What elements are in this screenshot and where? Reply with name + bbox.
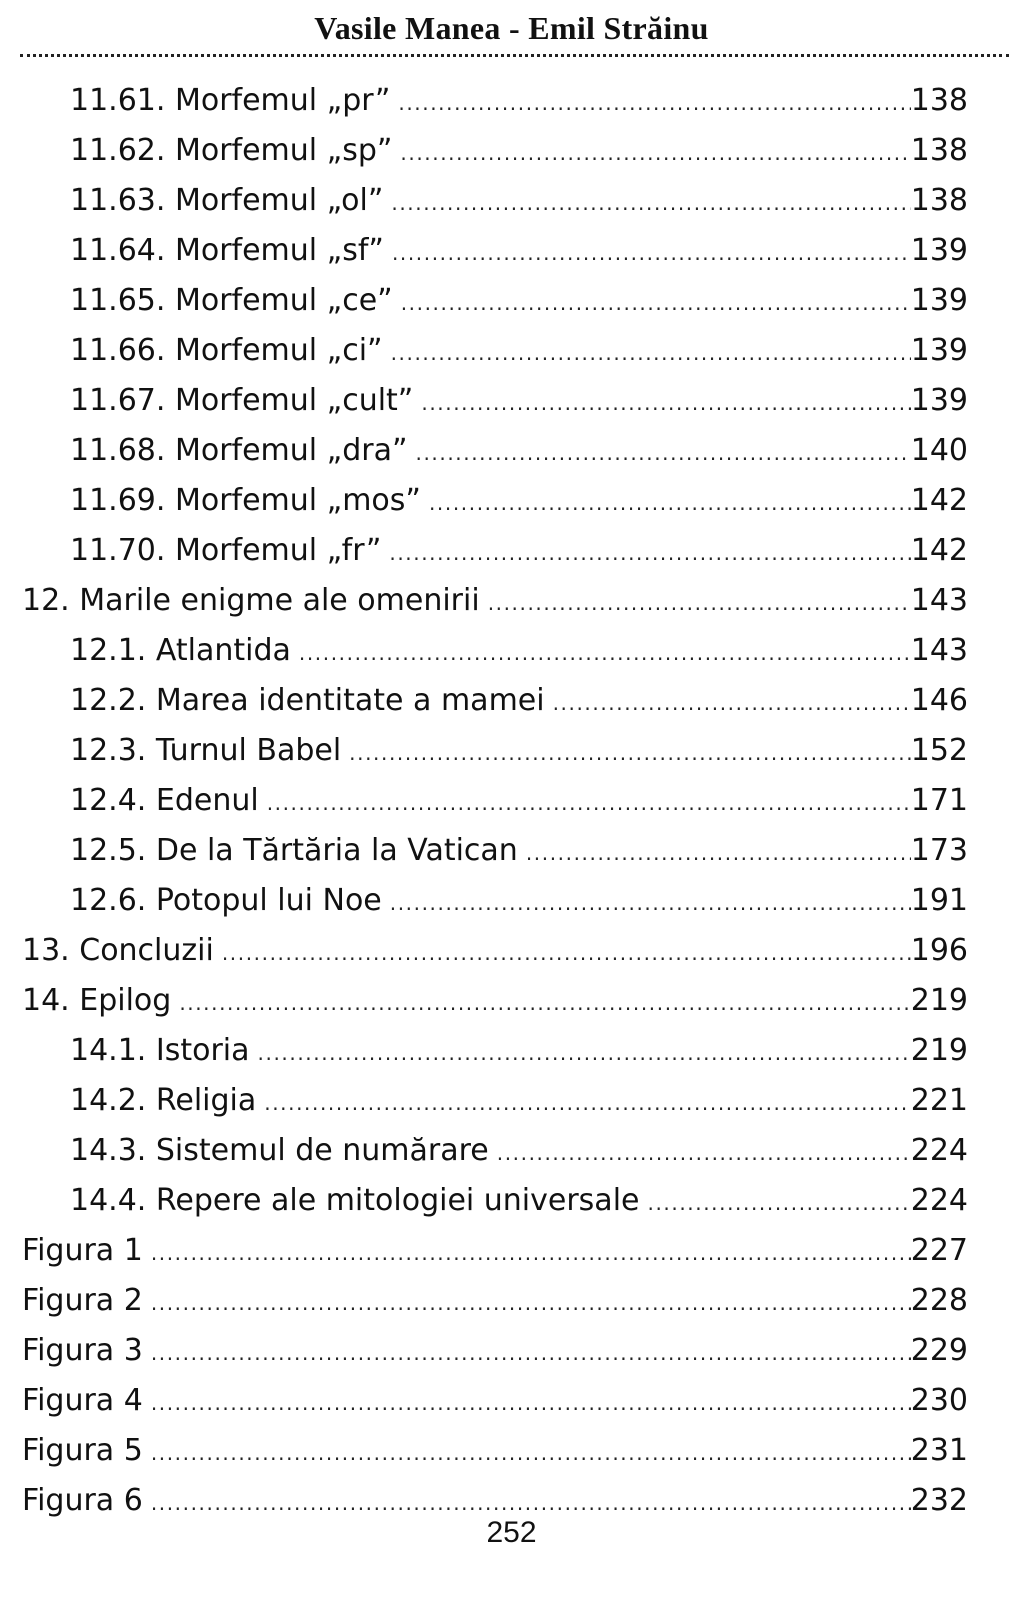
toc-entry[interactable] bbox=[0, 1326, 1023, 1376]
toc-entry-page: 224 bbox=[910, 1133, 968, 1168]
toc-dot-leader bbox=[526, 828, 911, 878]
toc-entry-page: 232 bbox=[910, 1483, 968, 1518]
toc-dot-leader bbox=[349, 728, 911, 778]
toc-entry-page: 142 bbox=[910, 483, 968, 518]
toc-dot-leader bbox=[421, 378, 910, 428]
toc-entry-title: 14.4. Repere ale mitologiei universale bbox=[70, 1183, 640, 1218]
toc-dot-leader bbox=[416, 428, 911, 478]
toc-entry-page: 139 bbox=[910, 283, 968, 318]
toc-entry-title: 11.64. Morfemul „sf” bbox=[70, 233, 384, 268]
toc-dot-leader bbox=[179, 978, 910, 1028]
toc-entry-page: 139 bbox=[910, 333, 968, 368]
toc-entry-title: 14.1. Istoria bbox=[70, 1033, 250, 1068]
toc-dot-leader bbox=[391, 178, 910, 228]
toc-entry[interactable] bbox=[0, 176, 1023, 226]
toc-entry-title: 12.2. Marea identitate a mamei bbox=[70, 683, 545, 718]
toc-entry-title: Figura 6 bbox=[22, 1483, 143, 1518]
toc-dot-leader bbox=[299, 628, 911, 678]
toc-entry[interactable] bbox=[0, 776, 1023, 826]
toc-entry-page: 139 bbox=[910, 383, 968, 418]
toc-dot-leader bbox=[264, 1078, 910, 1128]
toc-entry-title: 11.70. Morfemul „fr” bbox=[70, 533, 382, 568]
toc-entry[interactable] bbox=[0, 226, 1023, 276]
toc-dot-leader bbox=[391, 328, 911, 378]
toc-entry-page: 228 bbox=[910, 1283, 968, 1318]
toc-entry-page: 139 bbox=[910, 233, 968, 268]
toc-entry-page: 231 bbox=[910, 1433, 968, 1468]
toc-entry[interactable] bbox=[0, 126, 1023, 176]
toc-entry-page: 140 bbox=[910, 433, 968, 468]
toc-entry-title: 12.5. De la Tărtăria la Vatican bbox=[70, 833, 518, 868]
toc-entry-page: 219 bbox=[910, 1033, 968, 1068]
toc-entry-title: Figura 1 bbox=[22, 1233, 143, 1268]
toc-entry-page: 173 bbox=[910, 833, 968, 868]
toc-entry-page: 191 bbox=[910, 883, 968, 918]
toc-dot-leader bbox=[429, 478, 911, 528]
toc-entry[interactable] bbox=[0, 1076, 1023, 1126]
toc-entry-title: 14.3. Sistemul de numărare bbox=[70, 1133, 489, 1168]
toc-dot-leader bbox=[392, 228, 911, 278]
toc-dot-leader bbox=[553, 678, 911, 728]
toc-entry-title: 12.3. Turnul Babel bbox=[70, 733, 342, 768]
running-header-title: Vasile Manea - Emil Străinu bbox=[314, 10, 709, 46]
toc-entry-title: 11.65. Morfemul „ce” bbox=[70, 283, 393, 318]
toc-dot-leader bbox=[222, 928, 911, 978]
toc-entry-page: 221 bbox=[910, 1083, 968, 1118]
toc-entry[interactable] bbox=[0, 726, 1023, 776]
toc-entry[interactable] bbox=[0, 1426, 1023, 1476]
toc-entry-page: 146 bbox=[910, 683, 968, 718]
toc-entry[interactable] bbox=[0, 876, 1023, 926]
toc-dot-leader bbox=[648, 1178, 911, 1228]
toc-dot-leader bbox=[389, 528, 910, 578]
toc-entry-title: 11.68. Morfemul „dra” bbox=[70, 433, 408, 468]
toc-entry-page: 142 bbox=[910, 533, 968, 568]
toc-entry[interactable] bbox=[0, 676, 1023, 726]
toc-dot-leader bbox=[401, 278, 911, 328]
toc-dot-leader bbox=[267, 778, 911, 828]
toc-entry[interactable] bbox=[0, 426, 1023, 476]
toc-dot-leader bbox=[151, 1328, 911, 1378]
toc-entry-page: 219 bbox=[910, 983, 968, 1018]
toc-entry[interactable] bbox=[0, 1226, 1023, 1276]
toc-entry-title: 12. Marile enigme ale omenirii bbox=[22, 583, 480, 618]
toc-dot-leader bbox=[151, 1378, 911, 1428]
toc-entry[interactable] bbox=[0, 476, 1023, 526]
toc-entry[interactable] bbox=[0, 926, 1023, 976]
toc-dot-leader bbox=[398, 78, 910, 128]
toc-dot-leader bbox=[258, 1028, 911, 1078]
toc-entry[interactable] bbox=[0, 76, 1023, 126]
toc-entry[interactable] bbox=[0, 1176, 1023, 1226]
toc-entry-title: 12.6. Potopul lui Noe bbox=[70, 883, 382, 918]
toc-entry[interactable] bbox=[0, 276, 1023, 326]
toc-entry-page: 230 bbox=[910, 1383, 968, 1418]
header-dotted-divider bbox=[20, 54, 1009, 57]
toc-entry-page: 171 bbox=[910, 783, 968, 818]
toc-entry-page: 152 bbox=[910, 733, 968, 768]
page-number: 252 bbox=[486, 1516, 537, 1549]
toc-entry-page: 196 bbox=[910, 933, 968, 968]
toc-entry[interactable] bbox=[0, 626, 1023, 676]
toc-entry[interactable] bbox=[0, 326, 1023, 376]
toc-dot-leader bbox=[497, 1128, 911, 1178]
toc-entry-title: 11.62. Morfemul „sp” bbox=[70, 133, 393, 168]
toc-entry-title: 11.63. Morfemul „ol” bbox=[70, 183, 384, 218]
toc-entry-title: Figura 3 bbox=[22, 1333, 143, 1368]
toc-dot-leader bbox=[151, 1228, 911, 1278]
toc-entry-title: Figura 5 bbox=[22, 1433, 143, 1468]
toc-entry-page: 138 bbox=[910, 83, 968, 118]
toc-entry[interactable] bbox=[0, 1276, 1023, 1326]
toc-entry[interactable] bbox=[0, 1126, 1023, 1176]
toc-entry-page: 138 bbox=[910, 133, 968, 168]
toc-entry[interactable] bbox=[0, 1026, 1023, 1076]
toc-entry[interactable] bbox=[0, 576, 1023, 626]
toc-entry-page: 229 bbox=[910, 1333, 968, 1368]
toc-entry-title: 13. Concluzii bbox=[22, 933, 214, 968]
toc-entry-title: 11.67. Morfemul „cult” bbox=[70, 383, 414, 418]
toc-entry[interactable] bbox=[0, 376, 1023, 426]
toc-entry-page: 224 bbox=[910, 1183, 968, 1218]
toc-entry-title: 14.2. Religia bbox=[70, 1083, 257, 1118]
toc-dot-leader bbox=[151, 1278, 911, 1328]
toc-entry[interactable] bbox=[0, 826, 1023, 876]
toc-entry-page: 143 bbox=[910, 583, 968, 618]
toc-entry-title: 11.61. Morfemul „pr” bbox=[70, 83, 391, 118]
toc-entry-title: Figura 4 bbox=[22, 1383, 143, 1418]
toc-entry-page: 143 bbox=[910, 633, 968, 668]
table-of-contents bbox=[0, 76, 1023, 1526]
toc-entry-title: 12.4. Edenul bbox=[70, 783, 259, 818]
toc-dot-leader bbox=[488, 578, 911, 628]
toc-entry-title: Figura 2 bbox=[22, 1283, 143, 1318]
toc-entry-title: 12.1. Atlantida bbox=[70, 633, 291, 668]
toc-entry-title: 11.66. Morfemul „ci” bbox=[70, 333, 383, 368]
toc-entry[interactable] bbox=[0, 526, 1023, 576]
toc-entry-page: 227 bbox=[910, 1233, 968, 1268]
toc-entry-title: 11.69. Morfemul „mos” bbox=[70, 483, 421, 518]
toc-entry-page: 138 bbox=[910, 183, 968, 218]
toc-dot-leader bbox=[151, 1428, 911, 1478]
toc-entry[interactable] bbox=[0, 1376, 1023, 1426]
toc-dot-leader bbox=[400, 128, 910, 178]
toc-dot-leader bbox=[390, 878, 911, 928]
toc-entry-title: 14. Epilog bbox=[22, 983, 172, 1018]
toc-entry[interactable] bbox=[0, 976, 1023, 1026]
